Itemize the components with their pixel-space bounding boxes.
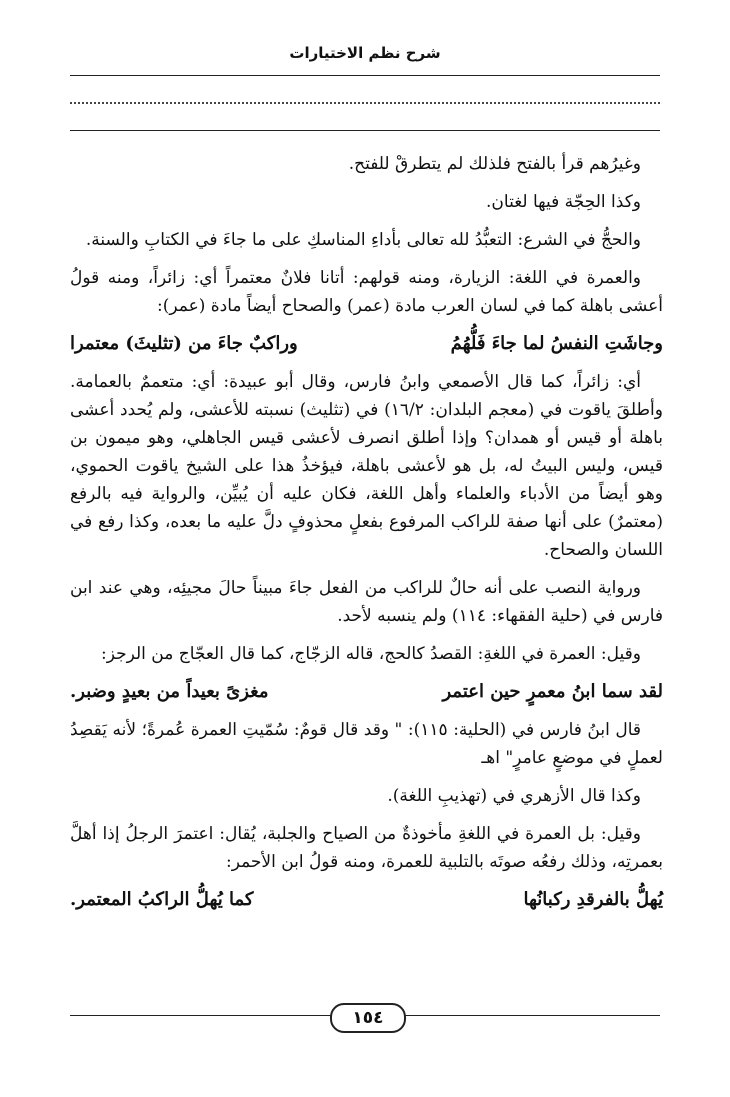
- paragraph: أي: زائراً، كما قال الأصمعي وابنُ فارس، وقال أبو عبيدة: أي: متعممٌ بالعمامة. وأطلقَ ياقوت في (معجم البلدان: ١٦/٢) في (تثليث) نسبته للأعشى، ولم يُحدد أعشى باهلة أو قيس أو همدان؟ وإذا أطلق انصرف لأعشى قيس الجاهلي، وهو ميمون بن قيس، وليس البيتُ له، بل هو لأعشى باهلة، فيؤخذُ هذا على الشيخ ياقوت الحموي، وهو أيضاً من الأدباء والعلماء وأهل اللغة، فكان عليه أن يُبيِّن، والرواية فيه بالرفع (معتمرٌ) على أنها صفة للراكب المرفوع بفعلٍ محذوفٍ دلَّ عليه ما بعده، وكذا رفع في اللسان والصحاح.: [70, 372, 663, 560]
- paragraph: وغيرُهم قرأ بالفتح فلذلك لم يتطرقْ للفتح.: [348, 154, 641, 174]
- page-header: شرح نظم الاختيارات: [289, 44, 441, 62]
- paragraph: ورواية النصب على أنه حالٌ للراكب من الفعل جاءَ مبيناً حالَ مجيئِه، وهي عند ابن فارس في (حلية الفقهاء: ١١٤) ولم ينسبه لأحد.: [70, 578, 663, 626]
- paragraph: وقيل: العمرة في اللغةِ: القصدُ كالحج، قاله الزجّاج، كما قال العجّاج من الرجز:: [100, 644, 641, 664]
- paragraph: والحجُّ في الشرع: التعبُّدُ لله تعالى بأداءِ المناسكِ على ما جاءَ في الكتابِ والسنة.: [85, 230, 641, 250]
- paragraph: قال ابنُ فارس في (الحلية: ١١٥): " وقد قال قومٌ: سُمّيتِ العمرة عُمرةً؛ لأنه يَقصِدُ لعملٍ في موضعٍ عامرٍ" اهـ: [70, 720, 663, 768]
- verse-second-hemistich: مغزىً بعيداً من بعيدٍ وضبر.: [70, 681, 269, 702]
- divider-rule: [70, 130, 660, 131]
- page-number: ١٥٤: [330, 1003, 406, 1033]
- paragraph: وكذا الحِجّة فيها لغتان.: [486, 192, 641, 212]
- paragraph: وقيل: بل العمرة في اللغةِ مأخوذةٌ من الصياح والجلبة، يُقال: اعتمرَ الرجلُ إذا أهلَّ بعمرتِه، وذلك رفعُه صوتَه بالتلبية للعمرة، ومنه قولُ ابن الأحمر:: [70, 824, 663, 872]
- poem-verse: [70, 678, 663, 706]
- verse-second-hemistich: كما يُهلُّ الراكبُ المعتمر.: [70, 889, 254, 910]
- main-text: [70, 150, 663, 924]
- poem-verse: [70, 330, 663, 358]
- verse-first-hemistich: وجاشَتِ النفسُ لما جاءَ فَلُّهُمُ: [450, 333, 663, 354]
- paragraph: والعمرة في اللغة: الزيارة، ومنه قولهم: أتانا فلانٌ معتمراً أي: زائراً، ومنه قولُ أعشى باهلة كما في لسان العرب مادة (عمر) والصحاح أيضاً مادة (عمر):: [70, 268, 663, 316]
- verse-second-hemistich: وراكبٌ جاءَ من (تثليثَ) معتمرا: [70, 333, 298, 354]
- header-rule: [70, 75, 660, 76]
- poem-verse: [70, 886, 663, 914]
- dotted-divider: [70, 102, 660, 104]
- paragraph: وكذا قال الأزهري في (تهذيبِ اللغة).: [387, 786, 641, 806]
- verse-first-hemistich: يُهلُّ بالفرقدِ ركبانُها: [523, 889, 663, 910]
- verse-first-hemistich: لقد سما ابنُ معمرٍ حين اعتمر: [442, 681, 663, 702]
